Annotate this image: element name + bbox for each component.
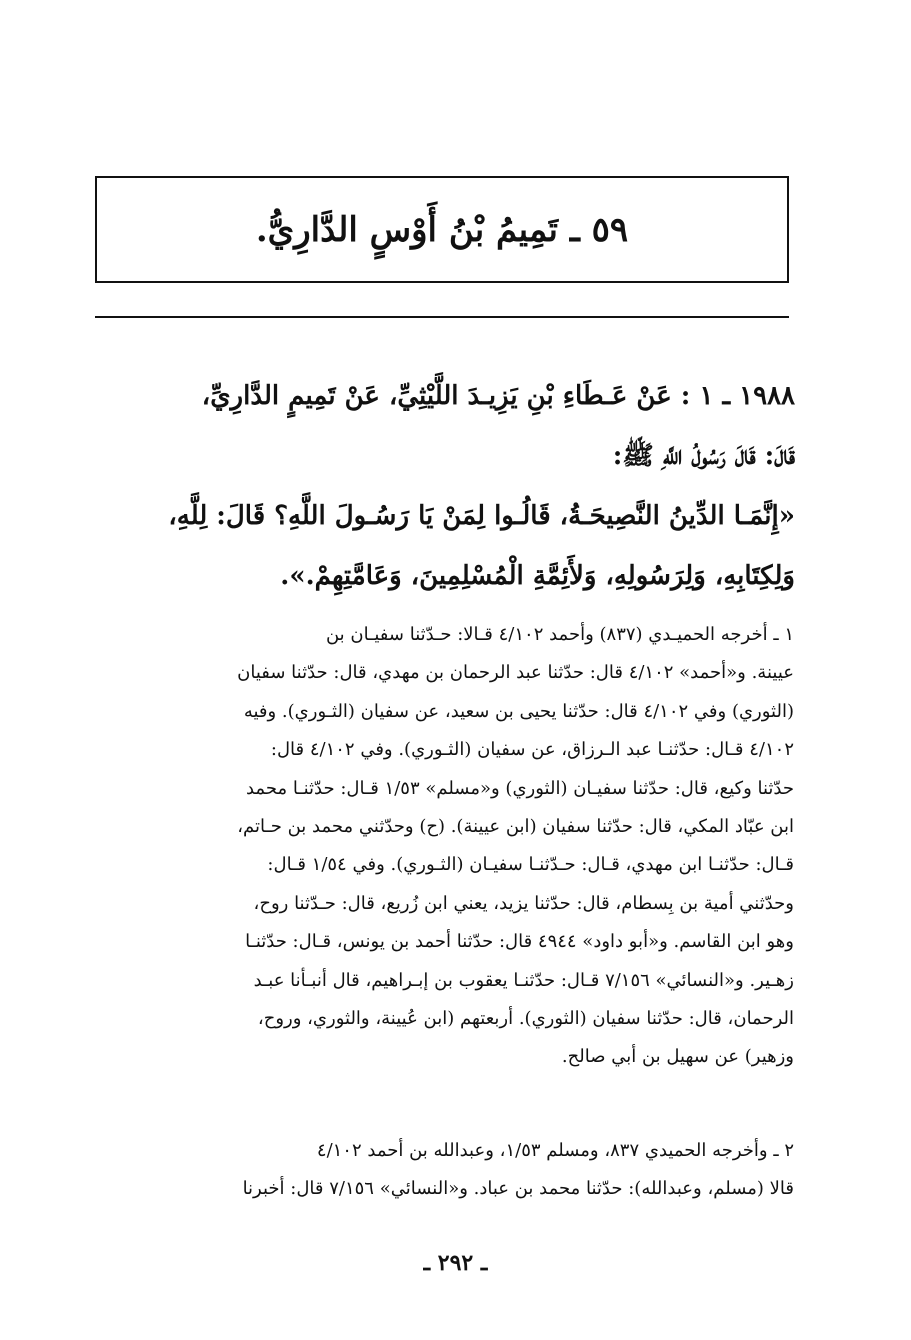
footnote-line: قـال: حدّثنـا ابن مهدي، قـال: حـدّثنـا سفيـان (الثـوري). وفي ١/٥٤ قـال: xyxy=(267,854,794,876)
hadith-text-line: وَلِكِتَابِهِ، وَلِرَسُولِهِ، وَلأَئِمَّةِ الْمُسْلِمِينَ، وَعَامَّتِهِمْ.». xyxy=(280,561,795,591)
footnote-line: وحدّثني أمية بن بِسطام، قال: حدّثنا يزيد، يعني ابن زُريع، قال: حـدّثنا روح، xyxy=(253,892,794,914)
hadith-intro-line: ١٩٨٨ ـ ١ : عَنْ عَـطَاءِ بْنِ يَزِيـدَ اللَّيْثِيِّ، عَنْ تَمِيمٍ الدَّارِيِّ، xyxy=(201,381,795,411)
chapter-title: ٥٩ ـ تَمِيمُ بْنُ أَوْسٍ الدَّارِيُّ. xyxy=(255,209,629,250)
hadith-text-line: «إِنَّمَـا الدِّينُ النَّصِيحَـةُ، قَالُـوا لِمَنْ يَا رَسُـولَ اللَّهِ؟ قَالَ: لِلَّهِ، xyxy=(168,501,795,531)
hadith-intro xyxy=(95,366,795,486)
footnote-line: قالا (مسلم، وعبدالله): حدّثنا محمد بن عباد. و«النسائي» ٧/١٥٦ قال: أخبرنا xyxy=(242,1178,794,1200)
footnote-line: ٢ ـ وأخرجه الحميدي ٨٣٧، ومسلم ١/٥٣، وعبدالله بن أحمد ٤/١٠٢ xyxy=(316,1140,794,1161)
footnote-line: وزهير) عن سهيل بن أبي صالح. xyxy=(561,1046,794,1068)
page-number: ـ ٢٩٢ ـ xyxy=(423,1250,488,1276)
footnote-2 xyxy=(90,1132,794,1209)
footnote-line: ابن عبّاد المكي، قال: حدّثنا سفيان (ابن عيينة). (ح) وحدّثني محمد بن حـاتم، xyxy=(237,815,794,837)
footnote-line: زهـير. و«النسائي» ٧/١٥٦ قـال: حدّثنـا يعقوب بن إبـراهيم، قال أنبـأنا عبـد xyxy=(253,969,794,991)
chapter-title-box xyxy=(95,176,789,283)
hadith-text xyxy=(95,486,795,606)
footnote-line: ١ ـ أخرجه الحميـدي (٨٣٧) وأحمد ٤/١٠٢ قـالا: حـدّثنا سفيـان بن xyxy=(325,624,794,645)
footnote-line: (الثوري) وفي ٤/١٠٢ قال: حدّثنا يحيى بن سعيد، عن سفيان (الثـوري). وفيه xyxy=(243,700,794,722)
title-divider xyxy=(95,316,789,318)
hadith-intro-line: قَالَ: قَالَ رَسُولُ اللَّهِ ﷺ: xyxy=(612,441,795,471)
footnote-line: وهو ابن القاسم. و«أبو داود» ٤٩٤٤ قال: حدّثنا أحمد بن يونس، قـال: حدّثنـا xyxy=(245,931,794,953)
footnote-1 xyxy=(90,616,794,1077)
footnote-line: حدّثنا وكيع، قال: حدّثنا سفيـان (الثوري) و«مسلم» ١/٥٣ قـال: حدّثنـا محمد xyxy=(245,777,794,799)
footnote-line: عيينة. و«أحمد» ٤/١٠٢ قال: حدّثنا عبد الرحمان بن مهدي، قال: حدّثنا سفيان xyxy=(237,662,794,684)
footnote-line: ٤/١٠٢ قـال: حدّثنـا عبد الـرزاق، عن سفيان (الثـوري). وفي ٤/١٠٢ قال: xyxy=(270,739,794,761)
footnote-line: الرحمان، قال: حدّثنا سفيان (الثوري). أربعتهم (ابن عُيينة، والثوري، وروح، xyxy=(257,1007,794,1029)
